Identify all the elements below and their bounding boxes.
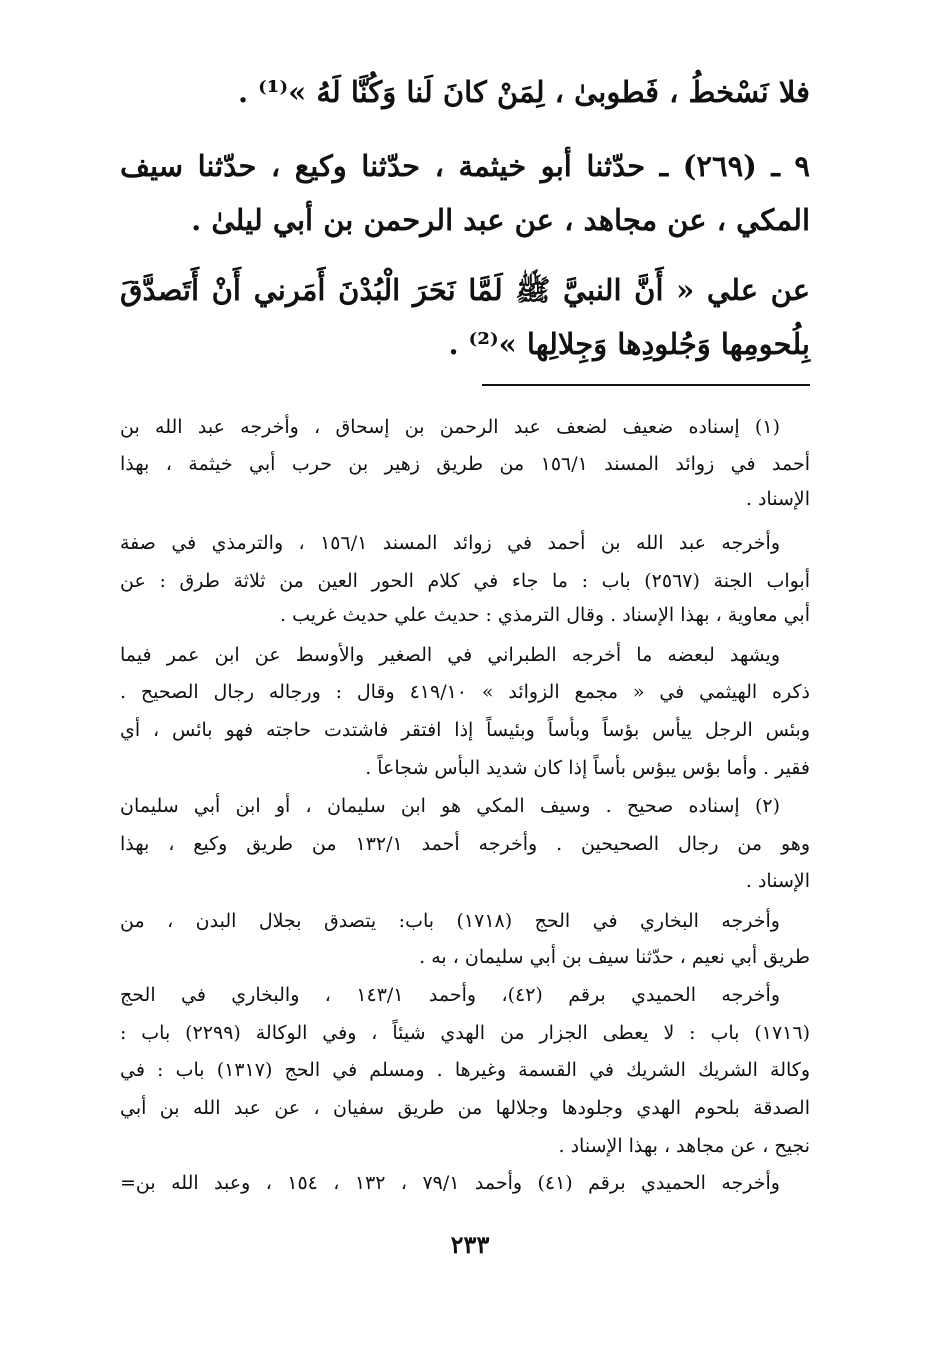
footnote-line: وكالة الشريك الشريك في القسمة وغيرها . ومسلم في الحج (١٣١٧) باب : في [120,1059,810,1081]
footnote-line: أحمد في زوائد المسند ١٥٦/١ من طريق زهير بن حرب أبي خيثمة ، بهذا [120,453,810,475]
hadith-heading-line: ٩ ـ (٢٦٩) ـ حدّثنا أبو خيثمة ، حدّثنا وكيع ، حدّثنا سيف [120,149,810,183]
footnote-line: وأخرجه الحميدي برقم (٤٢)، وأحمد ١٤٣/١ ، والبخاري في الحج [120,984,781,1006]
footnote-line: ذكره الهيثمي في « مجمع الزوائد » ٤١٩/١٠ وقال : ورجاله رجال الصحيح . [120,681,810,703]
hadith-chain-line: المكي ، عن مجاهد ، عن عبد الرحمن بن أبي ليلىٰ . [191,203,810,237]
footnote-line: أبواب الجنة (٢٥٦٧) باب : ما جاء في كلام الحور العين من ثلاثة طرق : عن [120,570,810,592]
footnote-separator [482,384,810,386]
footnote-line: ويشهد لبعضه ما أخرجه الطبراني في الصغير والأوسط عن ابن عمر فيما [120,644,780,666]
footnote-line: نجيح ، عن مجاهد ، بهذا الإسناد . [558,1135,810,1157]
footnote-line: وبئس الرجل ييأس بؤساً وبأساً وبئيساً إذا افتقر فاشتدت حاجته فهو بائس ، أي [120,719,810,741]
footnote-line: وأخرجه الحميدي برقم (٤١) وأحمد ٧٩/١ ، ١٣٢ ، ١٥٤ ، وعبد الله بن= [120,1172,780,1194]
footnote-line: الصدقة بلحوم الهدي وجلودها وجلالها من طريق سفيان ، عن عبد الله بن أبي [120,1097,810,1119]
hadith-text-line: بِلُحومِها وَجُلودِها وَجِلالِها »⁽²⁾ . [448,327,810,361]
footnote-line: أبي معاوية ، بهذا الإسناد . وقال الترمذي : حديث علي حديث غريب . [280,604,810,626]
footnote-line: الإسناد . [745,488,810,510]
footnote-line: (١) إسناده ضعيف لضعف عبد الرحمن بن إسحاق ، وأخرجه عبد الله بن [120,416,780,438]
footnote-line: (١٧١٦) باب : لا يعطى الجزار من الهدي شيئاً ، وفي الوكالة (٢٢٩٩) باب : [120,1022,810,1044]
hadith-text-line: عن علي « أَنَّ النبيَّ ﷺ لَمَّا نَحَرَ الْبُدْنَ أَمَرني أَنْ أَتَصدَّقَ [120,273,810,307]
footnote-line: وهو من رجال الصحيحين . وأخرجه أحمد ١٣٢/١ من طريق وكيع ، بهذا [120,833,810,855]
main-text-line: فلا نَسْخطُ ، فَطوبىٰ ، لِمَنْ كانَ لَنا وَكُنَّا لَهُ »⁽¹⁾ . [237,75,810,109]
page-number: ٢٣٣ [450,1230,490,1259]
footnote-line: الإسناد . [745,870,810,892]
footnote-line: فقير . وأما بؤس يبؤس بأساً إذا كان شديد البأس شجاعاً . [365,757,810,779]
footnote-line: طريق أبي نعيم ، حدّثنا سيف بن أبي سليمان ، به . [419,946,810,968]
footnote-line: (٢) إسناده صحيح . وسيف المكي هو ابن سليمان ، أو ابن أبي سليمان [120,795,780,817]
footnote-line: وأخرجه البخاري في الحج (١٧١٨) باب: يتصدق بجلال البدن ، من [120,910,780,932]
footnote-line: وأخرجه عبد الله بن أحمد في زوائد المسند ١٥٦/١ ، والترمذي في صفة [120,532,780,554]
